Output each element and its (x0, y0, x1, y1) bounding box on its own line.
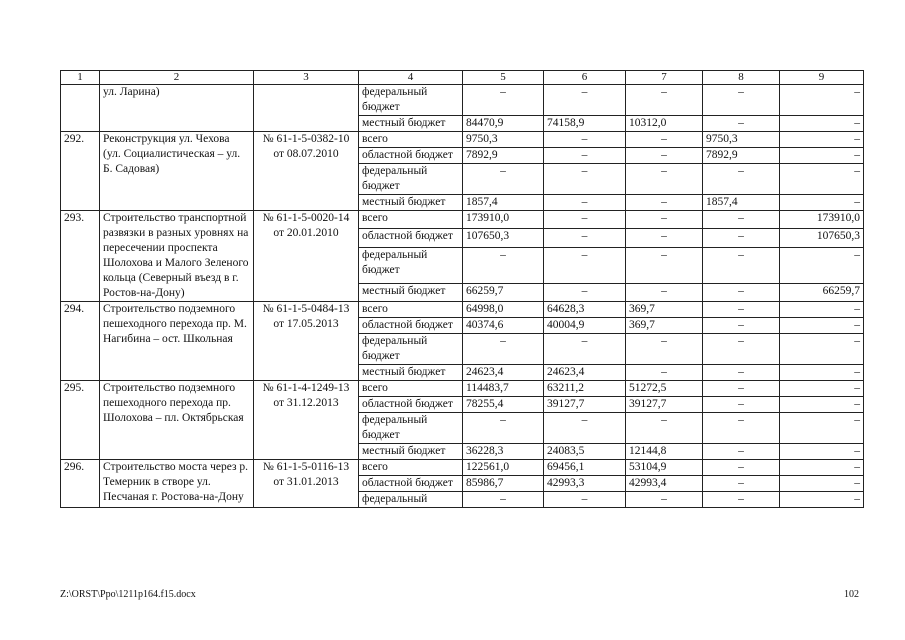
amount-cell: – (544, 413, 626, 444)
amount-cell: – (626, 85, 703, 116)
amount-cell: – (780, 318, 864, 334)
item-description: Строительство подземного пешеходного перехода пр. Шолохова – пл. Октябрьская (100, 381, 254, 460)
amount-cell: – (463, 334, 544, 365)
amount-cell: – (544, 132, 626, 148)
amount-cell: 66259,7 (463, 283, 544, 301)
amount-cell: – (626, 195, 703, 211)
amount-cell: – (703, 381, 780, 397)
amount-cell: – (780, 195, 864, 211)
amount-cell: 53104,9 (626, 460, 703, 476)
amount-cell: – (544, 492, 626, 508)
amount-cell: – (626, 164, 703, 195)
expertise-document: № 61-1-5-0116-13 от 31.01.2013 (254, 460, 359, 508)
amount-cell: 173910,0 (463, 211, 544, 229)
amount-cell: – (463, 413, 544, 444)
amount-cell: 39127,7 (544, 397, 626, 413)
amount-cell: – (463, 85, 544, 116)
amount-cell: 107650,3 (780, 229, 864, 247)
amount-cell: – (626, 211, 703, 229)
amount-cell: 7892,9 (463, 148, 544, 164)
amount-cell: – (703, 85, 780, 116)
funding-source-label: федеральный бюджет (359, 334, 463, 365)
amount-cell: 85986,7 (463, 476, 544, 492)
page-number: 102 (844, 589, 859, 600)
amount-cell: 84470,9 (463, 116, 544, 132)
amount-cell: 107650,3 (463, 229, 544, 247)
amount-cell: – (703, 247, 780, 283)
amount-cell: – (703, 397, 780, 413)
amount-cell: 66259,7 (780, 283, 864, 301)
amount-cell: – (626, 413, 703, 444)
funding-source-label: федеральный бюджет (359, 164, 463, 195)
item-number: 293. (61, 211, 100, 302)
amount-cell: 7892,9 (703, 148, 780, 164)
amount-cell: – (703, 365, 780, 381)
amount-cell: – (626, 365, 703, 381)
amount-cell: 39127,7 (626, 397, 703, 413)
header-cell: 5 (463, 71, 544, 85)
amount-cell: 1857,4 (463, 195, 544, 211)
item-number (61, 85, 100, 132)
header-cell: 4 (359, 71, 463, 85)
funding-source-label: местный бюджет (359, 195, 463, 211)
expertise-document: № 61-1-5-0020-14 от 20.01.2010 (254, 211, 359, 302)
header-cell: 7 (626, 71, 703, 85)
amount-cell: 63211,2 (544, 381, 626, 397)
amount-cell: 74158,9 (544, 116, 626, 132)
amount-cell: 40004,9 (544, 318, 626, 334)
amount-cell: – (703, 444, 780, 460)
funding-source-label: областной бюджет (359, 476, 463, 492)
amount-cell: 122561,0 (463, 460, 544, 476)
funding-source-label: областной бюджет (359, 148, 463, 164)
item-number: 294. (61, 302, 100, 381)
amount-cell: 114483,7 (463, 381, 544, 397)
amount-cell: – (703, 334, 780, 365)
amount-cell: – (780, 397, 864, 413)
amount-cell: 1857,4 (703, 195, 780, 211)
funding-source-label: местный бюджет (359, 365, 463, 381)
funding-source-label: федеральный (359, 492, 463, 508)
funding-source-label: федеральный бюджет (359, 85, 463, 116)
amount-cell: – (544, 195, 626, 211)
amount-cell: – (780, 365, 864, 381)
amount-cell: – (780, 132, 864, 148)
amount-cell: 10312,0 (626, 116, 703, 132)
table-body (61, 71, 864, 508)
amount-cell: – (544, 164, 626, 195)
footer-file-path: Z:\ORST\Ppo\1211p164.f15.docx (60, 589, 196, 600)
funding-source-label: местный бюджет (359, 444, 463, 460)
amount-cell: – (626, 229, 703, 247)
amount-cell: – (626, 283, 703, 301)
amount-cell: – (703, 164, 780, 195)
expertise-document: № 61-1-5-0382-10 от 08.07.2010 (254, 132, 359, 211)
funding-source-label: всего (359, 381, 463, 397)
amount-cell: 24623,4 (463, 365, 544, 381)
amount-cell: – (544, 247, 626, 283)
funding-source-label: местный бюджет (359, 283, 463, 301)
amount-cell: 69456,1 (544, 460, 626, 476)
header-cell: 9 (780, 71, 864, 85)
amount-cell: 9750,3 (463, 132, 544, 148)
table-row (61, 460, 864, 476)
amount-cell: – (703, 229, 780, 247)
amount-cell: – (780, 85, 864, 116)
amount-cell: – (780, 247, 864, 283)
funding-source-label: областной бюджет (359, 229, 463, 247)
amount-cell: – (703, 116, 780, 132)
item-number: 295. (61, 381, 100, 460)
amount-cell: – (780, 116, 864, 132)
amount-cell: 64628,3 (544, 302, 626, 318)
header-cell: 6 (544, 71, 626, 85)
amount-cell: – (780, 148, 864, 164)
expertise-document (254, 85, 359, 132)
item-description: Строительство подземного пешеходного перехода пр. М. Нагибина – ост. Школьная (100, 302, 254, 381)
amount-cell: – (544, 211, 626, 229)
table-row (61, 85, 864, 116)
amount-cell: – (544, 85, 626, 116)
amount-cell: – (780, 164, 864, 195)
amount-cell: – (626, 148, 703, 164)
item-description: Реконструкция ул. Чехова (ул. Социалистическая – ул. Б. Садовая) (100, 132, 254, 211)
item-description: Строительство транспортной развязки в разных уровнях на пересечении проспекта Шолохова и Малого Зеленого кольца (Северный въезд в г. Ростов-на-Дону) (100, 211, 254, 302)
amount-cell: 42993,3 (544, 476, 626, 492)
header-cell: 1 (61, 71, 100, 85)
amount-cell: 24623,4 (544, 365, 626, 381)
table-row (61, 132, 864, 148)
amount-cell: – (780, 492, 864, 508)
amount-cell: 42993,4 (626, 476, 703, 492)
amount-cell: 173910,0 (780, 211, 864, 229)
amount-cell: – (780, 413, 864, 444)
item-description: ул. Ларина) (100, 85, 254, 132)
amount-cell: 36228,3 (463, 444, 544, 460)
amount-cell: – (703, 211, 780, 229)
table-row (61, 211, 864, 229)
amount-cell: – (780, 444, 864, 460)
expertise-document: № 61-1-4-1249-13 от 31.12.2013 (254, 381, 359, 460)
amount-cell: – (626, 334, 703, 365)
table-row (61, 381, 864, 397)
header-cell: 3 (254, 71, 359, 85)
amount-cell: – (703, 460, 780, 476)
amount-cell: – (703, 492, 780, 508)
amount-cell: 369,7 (626, 302, 703, 318)
amount-cell: – (463, 247, 544, 283)
funding-source-label: областной бюджет (359, 318, 463, 334)
amount-cell: 12144,8 (626, 444, 703, 460)
funding-source-label: областной бюджет (359, 397, 463, 413)
amount-cell: – (544, 148, 626, 164)
amount-cell: – (463, 492, 544, 508)
amount-cell: 64998,0 (463, 302, 544, 318)
amount-cell: 369,7 (626, 318, 703, 334)
amount-cell: – (703, 302, 780, 318)
amount-cell: – (780, 302, 864, 318)
amount-cell: 78255,4 (463, 397, 544, 413)
funding-source-label: местный бюджет (359, 116, 463, 132)
header-cell: 8 (703, 71, 780, 85)
item-description: Строительство моста через р. Темерник в створе ул. Песчаная г. Ростова-на-Дону (100, 460, 254, 508)
funding-source-label: федеральный бюджет (359, 247, 463, 283)
table-row (61, 302, 864, 318)
funding-source-label: всего (359, 132, 463, 148)
item-number: 292. (61, 132, 100, 211)
amount-cell: 51272,5 (626, 381, 703, 397)
amount-cell: 40374,6 (463, 318, 544, 334)
header-row (61, 71, 864, 85)
budget-table (60, 70, 864, 508)
amount-cell: – (780, 381, 864, 397)
amount-cell: – (626, 132, 703, 148)
funding-source-label: всего (359, 211, 463, 229)
amount-cell: – (703, 283, 780, 301)
amount-cell: – (626, 247, 703, 283)
amount-cell: – (703, 318, 780, 334)
amount-cell: – (703, 413, 780, 444)
header-cell: 2 (100, 71, 254, 85)
amount-cell: 9750,3 (703, 132, 780, 148)
funding-source-label: федеральный бюджет (359, 413, 463, 444)
item-number: 296. (61, 460, 100, 508)
amount-cell: – (626, 492, 703, 508)
amount-cell: – (463, 164, 544, 195)
amount-cell: 24083,5 (544, 444, 626, 460)
amount-cell: – (544, 283, 626, 301)
amount-cell: – (703, 476, 780, 492)
amount-cell: – (780, 476, 864, 492)
amount-cell: – (780, 334, 864, 365)
funding-source-label: всего (359, 302, 463, 318)
amount-cell: – (544, 334, 626, 365)
expertise-document: № 61-1-5-0484-13 от 17.05.2013 (254, 302, 359, 381)
funding-source-label: всего (359, 460, 463, 476)
amount-cell: – (544, 229, 626, 247)
amount-cell: – (780, 460, 864, 476)
